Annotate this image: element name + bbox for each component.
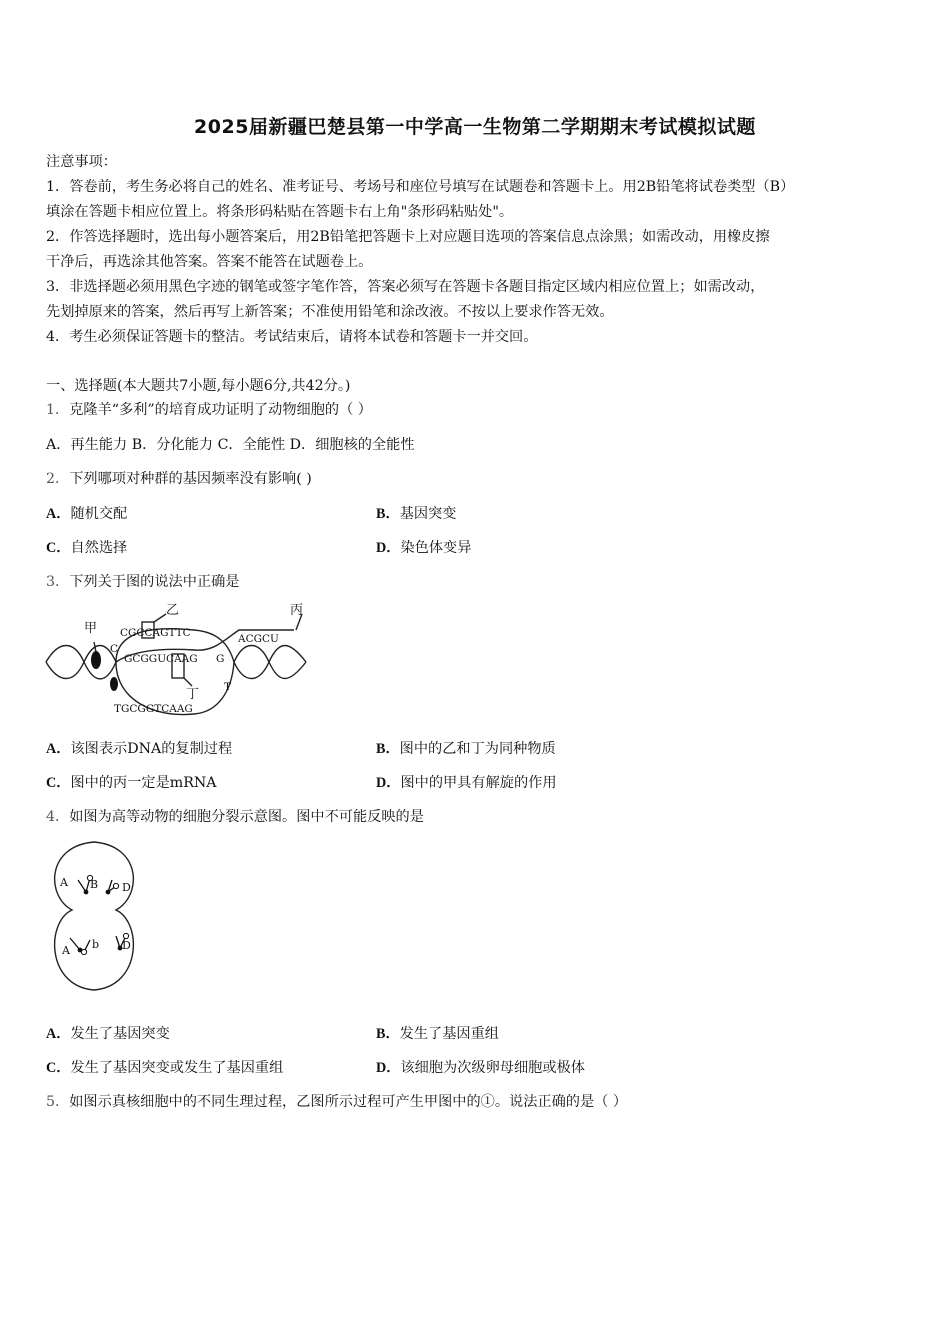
label-bing: 丙 xyxy=(290,603,304,618)
question-3 xyxy=(46,570,908,595)
section-heading: 一、选择题(本大题共7小题,每小题6分,共42分。) xyxy=(46,378,351,394)
option-text: 图中的甲具有解旋的作用 xyxy=(400,775,557,791)
base-sequence: GCGGUCAAG xyxy=(124,653,198,665)
label-pointer xyxy=(184,678,192,686)
option-key: A． xyxy=(46,506,71,522)
question-1 xyxy=(46,398,908,423)
q2-option-c[interactable] xyxy=(46,536,127,560)
cell-division-diagram xyxy=(44,836,144,996)
centromere xyxy=(106,890,111,895)
base-sequence: T xyxy=(224,681,232,693)
label-jia: 甲 xyxy=(84,621,98,636)
transcription-diagram xyxy=(44,600,314,725)
base-sequence: TGCGGTCAAG xyxy=(114,703,193,715)
question-stem: 下列哪项对种群的基因频率没有影响( ) xyxy=(69,471,312,487)
option-text: 染色体变异 xyxy=(400,540,472,556)
question-number: 4． xyxy=(46,809,70,825)
notice-line: 先划掉原来的答案，然后再写上新答案；不准使用铅笔和涂改液。不按以上要求作答无效。 xyxy=(46,304,614,320)
gene-label: A xyxy=(60,876,68,889)
q1-options-text: A．再生能力 B．分化能力 C．全能性 D．细胞核的全能性 xyxy=(46,437,415,453)
notice-line: 3．非选择题必须用黑色字迹的钢笔或签字笔作答，答案必须写在答题卡各题目指定区域内相应位置上；如需改动， xyxy=(46,279,765,295)
page-title: 2025届新疆巴楚县第一中学高一生物第二学期期末考试模拟试题 xyxy=(194,116,756,138)
gene-label: A xyxy=(62,944,70,957)
q4-option-c[interactable] xyxy=(46,1056,283,1080)
option-key: C． xyxy=(46,540,71,556)
gene-label: D xyxy=(122,881,131,894)
q3-option-c[interactable] xyxy=(46,771,217,795)
option-text: 该细胞为次级卵母细胞或极体 xyxy=(400,1060,585,1076)
helix-strand xyxy=(46,646,116,679)
notice-line: 2．作答选择题时，选出每小题答案后，用2B铅笔把答题卡上对应题目选项的答案信息点涂黑；如需改动，用橡皮擦 xyxy=(46,229,770,245)
base-sequence: ACGCU xyxy=(238,633,279,645)
base-sequence: CGCCAGTTC xyxy=(120,627,191,639)
enzyme-jia xyxy=(110,677,118,691)
notice-line: 1．答卷前，考生务必将自己的姓名、准考证号、考场号和座位号填写在试题卷和答题卡上。用2B铅笔将试卷类型（B） xyxy=(46,179,795,195)
option-key: B． xyxy=(376,741,400,757)
question-number: 3． xyxy=(46,574,70,590)
option-text: 基因突变 xyxy=(399,506,457,522)
label-ding: 丁 xyxy=(186,687,200,702)
option-text: 图中的乙和丁为同种物质 xyxy=(399,741,556,757)
question-5 xyxy=(46,1090,908,1115)
centromere xyxy=(81,949,86,954)
question-number: 2． xyxy=(46,471,70,487)
option-key: D． xyxy=(376,775,401,791)
option-text: 随机交配 xyxy=(70,506,128,522)
option-key: B． xyxy=(376,506,400,522)
q2-option-a[interactable] xyxy=(46,502,127,526)
option-text: 自然选择 xyxy=(70,540,128,556)
option-key: C． xyxy=(46,1060,71,1076)
question-number: 5． xyxy=(46,1094,70,1110)
q4-option-d[interactable] xyxy=(376,1056,585,1080)
base-sequence: G xyxy=(216,653,225,665)
option-key: B． xyxy=(376,1026,400,1042)
option-key: D． xyxy=(376,540,401,556)
q4-option-a[interactable] xyxy=(46,1022,170,1046)
q2-option-d[interactable] xyxy=(376,536,471,560)
option-key: C． xyxy=(46,775,71,791)
dividing-cell xyxy=(55,842,134,990)
question-2 xyxy=(46,467,908,492)
gene-label: b xyxy=(92,938,100,951)
question-number: 1． xyxy=(46,402,70,418)
q3-option-a[interactable] xyxy=(46,737,232,761)
option-text: 图中的丙一定是mRNA xyxy=(70,775,217,791)
q2-option-b[interactable] xyxy=(376,502,456,526)
label-pointer xyxy=(154,614,166,622)
option-key: A． xyxy=(46,741,71,757)
centromere xyxy=(113,883,118,888)
question-stem: 克隆羊“多利”的培育成功证明了动物细胞的（ ） xyxy=(69,402,372,418)
notice-line: 填涂在答题卡相应位置上。将条形码粘贴在答题卡右上角"条形码粘贴处"。 xyxy=(46,204,514,220)
q4-option-b[interactable] xyxy=(376,1022,499,1046)
option-text: 发生了基因突变 xyxy=(70,1026,170,1042)
q3-option-b[interactable] xyxy=(376,737,556,761)
notice-line: 4．考生必须保证答题卡的整洁。考试结束后，请将本试卷和答题卡一并交回。 xyxy=(46,329,538,345)
gene-label: D xyxy=(122,939,131,952)
question-stem: 下列关于图的说法中正确是 xyxy=(69,574,240,590)
centromere xyxy=(123,933,128,938)
question-4 xyxy=(46,805,908,830)
option-key: D． xyxy=(376,1060,401,1076)
question-stem: 如图为高等动物的细胞分裂示意图。图中不可能反映的是 xyxy=(69,809,424,825)
base-sequence: C xyxy=(110,643,119,655)
gene-label: B xyxy=(90,878,99,891)
option-text: 发生了基因重组 xyxy=(399,1026,499,1042)
centromere xyxy=(84,890,89,895)
question-stem: 如图示真核细胞中的不同生理过程，乙图所示过程可产生甲图中的①。说法正确的是（ ） xyxy=(69,1094,628,1110)
notice-heading: 注意事项： xyxy=(46,154,117,170)
option-text: 发生了基因突变或发生了基因重组 xyxy=(70,1060,284,1076)
enzyme-jia xyxy=(91,651,101,669)
option-key: A． xyxy=(46,1026,71,1042)
notice-line: 干净后，再选涂其他答案。答案不能答在试题卷上。 xyxy=(46,254,373,270)
option-text: 该图表示DNA的复制过程 xyxy=(70,741,233,757)
label-yi: 乙 xyxy=(166,603,180,618)
helix-strand xyxy=(46,646,116,679)
q1-options xyxy=(46,433,908,458)
q3-option-d[interactable] xyxy=(376,771,557,795)
label-pointer xyxy=(94,642,96,652)
